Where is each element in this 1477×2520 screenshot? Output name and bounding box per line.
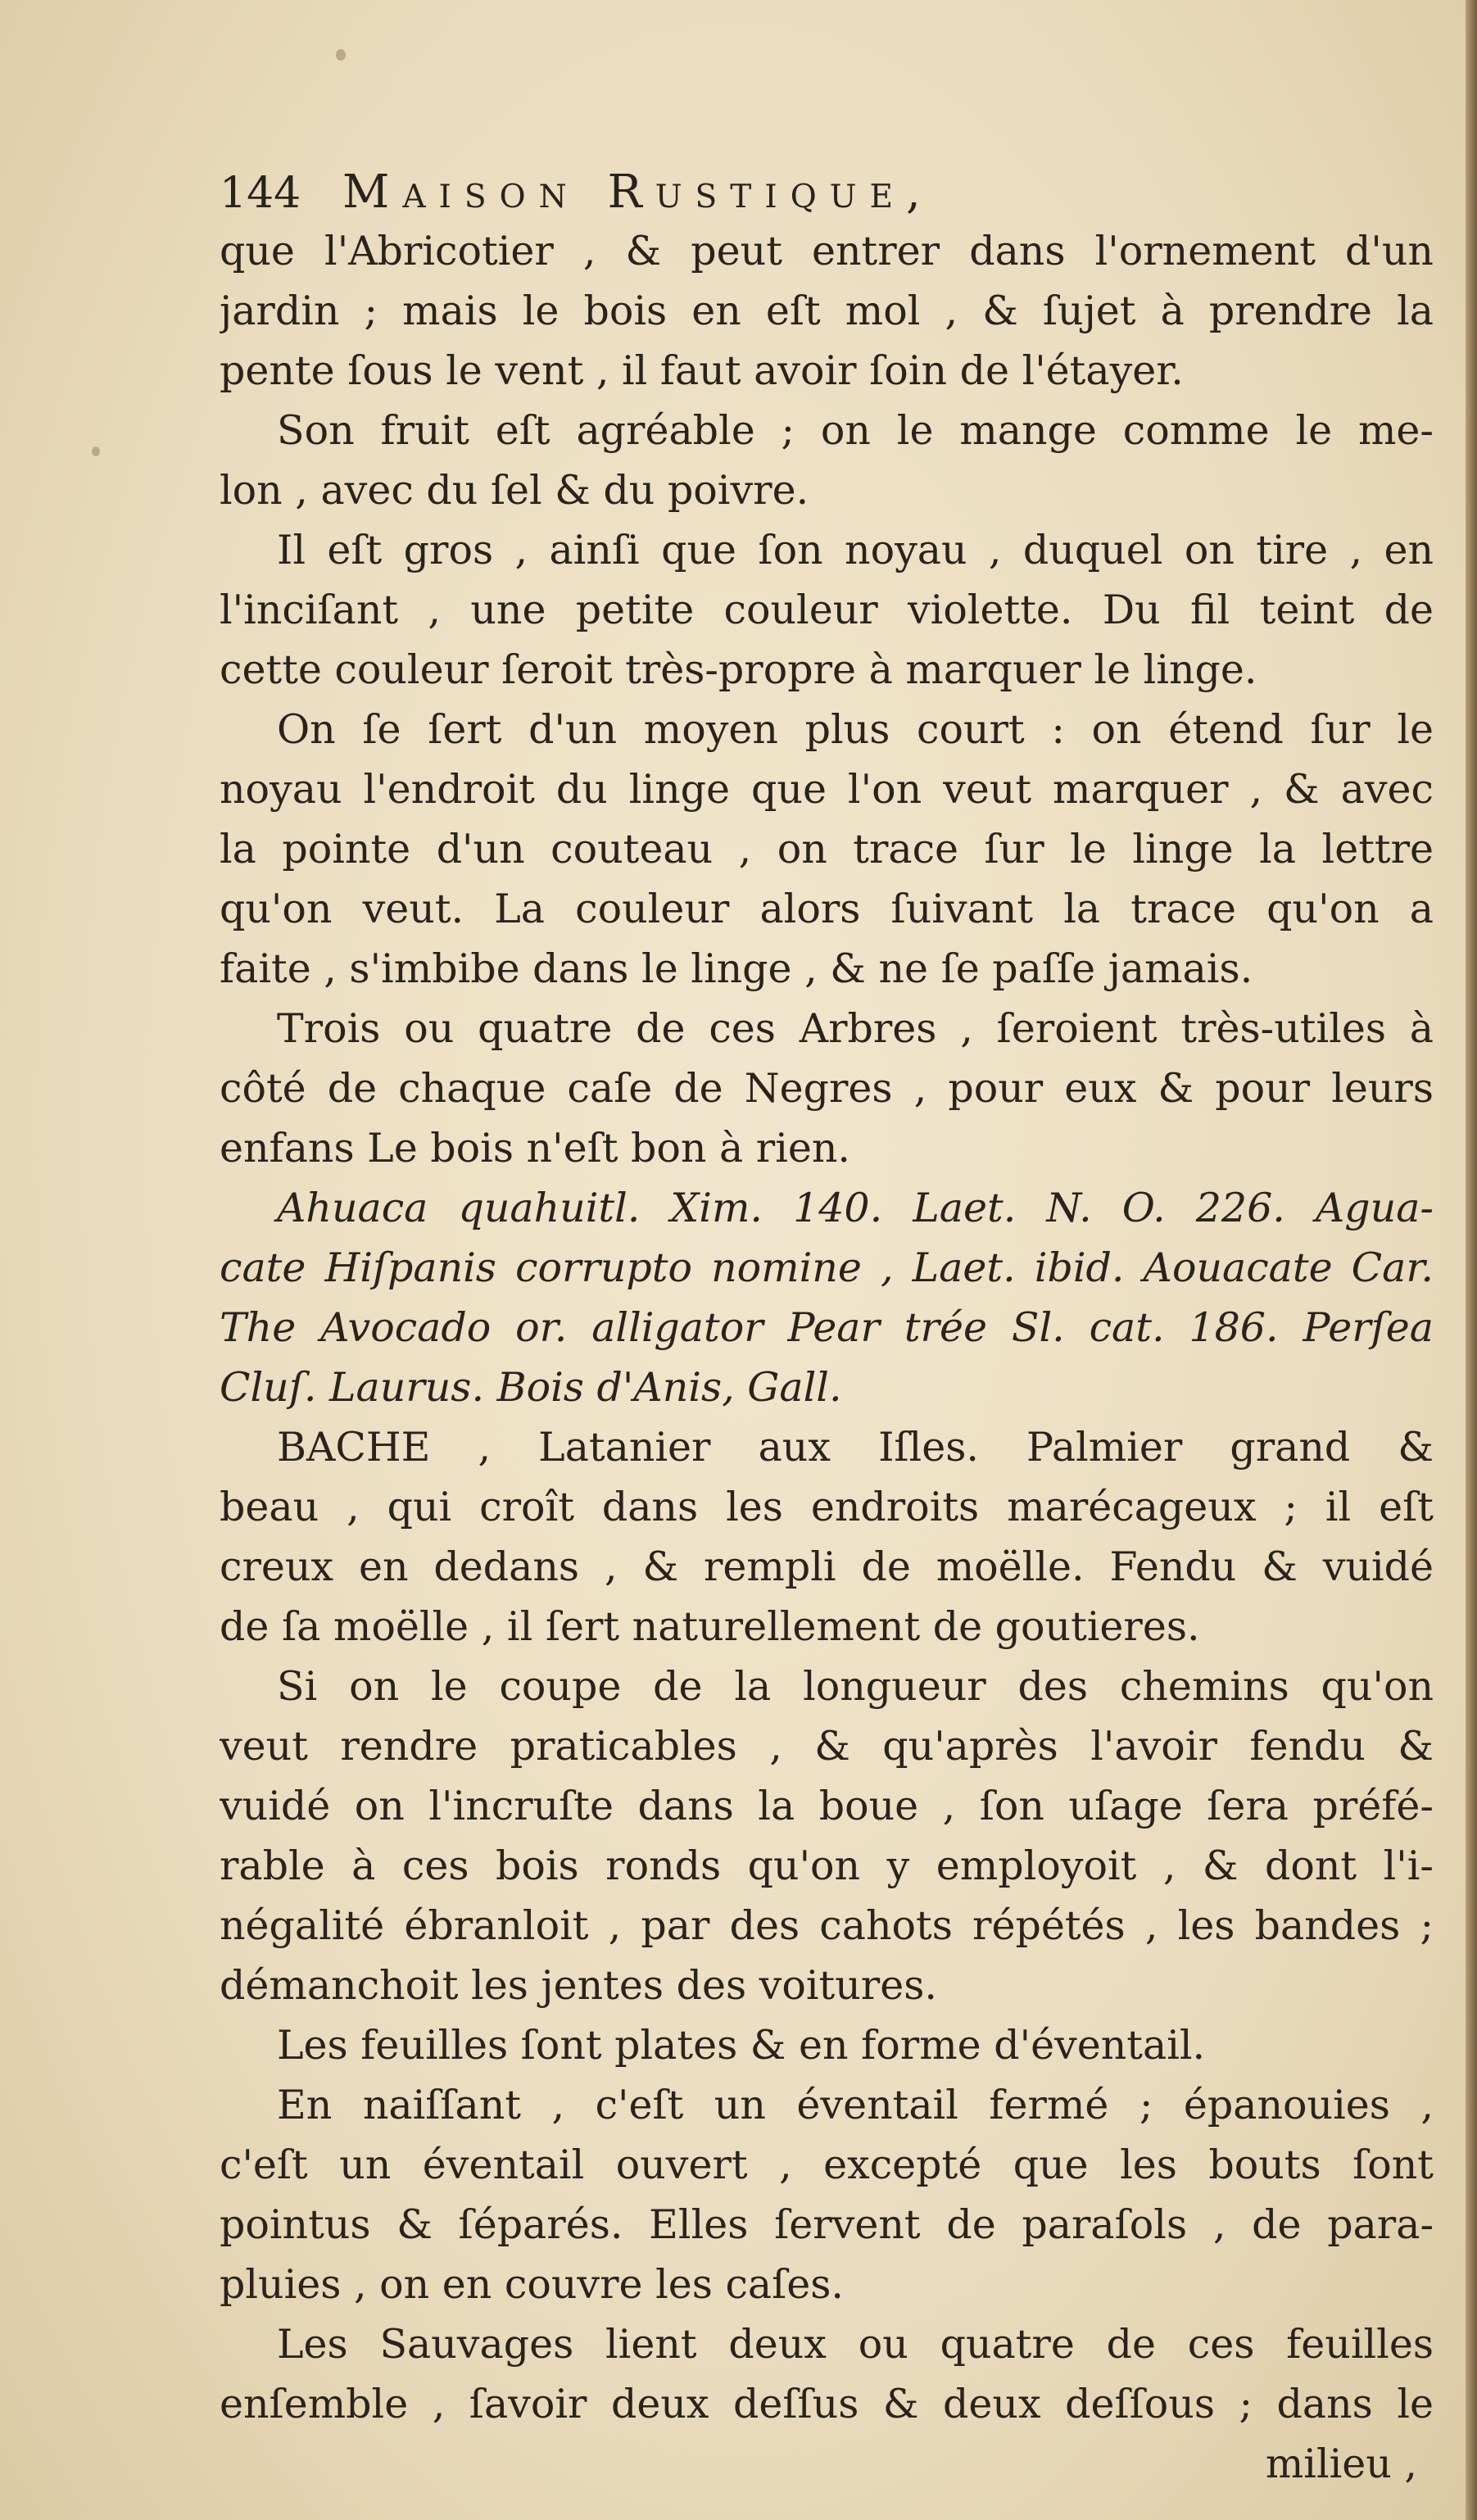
text-line: vuidé on l'incruſte dans la boue , ſon uſage ſera préfé-	[220, 1783, 1434, 1829]
text-line: The Avocado or. alligator Pear trée Sl. cat. 186. Perſea	[220, 1304, 1434, 1351]
page-header	[220, 162, 1434, 220]
text-line: beau , qui croît dans les endroits marécageux ; il eſt	[220, 1484, 1434, 1530]
text-line: l'inciſant , une petite couleur violette. Du fil teint de	[220, 587, 1434, 633]
text-line: que l'Abricotier , & peut entrer dans l'ornement d'un	[220, 228, 1434, 274]
text-block	[220, 162, 1434, 2494]
text-line: lon , avec du ſel & du poivre.	[220, 467, 809, 514]
text-line: pointus & ſéparés. Elles ſervent de paraſols , de para-	[220, 2201, 1434, 2248]
text-line: pente ſous le vent , il faut avoir ſoin de l'étayer.	[220, 347, 1184, 394]
text-line: qu'on veut. La couleur alors ſuivant la trace qu'on a	[220, 886, 1434, 932]
text-line: Si on le coupe de la longueur des chemins qu'on	[277, 1663, 1434, 1710]
ink-spot	[336, 49, 346, 61]
text-line: BACHE , Latanier aux Iſles. Palmier grand &	[277, 1424, 1434, 1471]
text-line: enfans Le bois n'eſt bon à rien.	[220, 1125, 851, 1172]
text-line: c'eſt un éventail ouvert , excepté que les bouts ſont	[220, 2142, 1434, 2188]
text-line: négalité ébranloit , par des cahots répétés , les bandes ;	[220, 1902, 1434, 1949]
text-line: côté de chaque caſe de Negres , pour eux & pour leurs	[220, 1065, 1434, 1112]
text-line: rable à ces bois ronds qu'on y employoit , & dont l'i-	[220, 1842, 1434, 1889]
page-edge	[1466, 0, 1477, 2520]
text-line: faite , s'imbibe dans le linge , & ne ſe paſſe jamais.	[220, 945, 1253, 992]
body-text	[220, 221, 1434, 2434]
text-line: enſemble , ſavoir deux deſſus & deux deſſous ; dans le	[220, 2381, 1434, 2427]
ink-spot	[92, 446, 100, 456]
text-line: cette couleur ſeroit très-propre à marquer le linge.	[220, 646, 1257, 693]
text-line: la pointe d'un couteau , on trace ſur le linge la lettre	[220, 826, 1434, 872]
running-title: Maison Rustique,	[342, 165, 934, 219]
text-line: Trois ou quatre de ces Arbres , ſeroient très-utiles à	[277, 1005, 1434, 1052]
text-line: Cluſ. Laurus. Bois d'Anis, Gall.	[220, 1364, 842, 1411]
text-line: jardin ; mais le bois en eſt mol , & ſujet à prendre la	[220, 288, 1434, 334]
text-line: pluies , on en couvre les caſes.	[220, 2261, 844, 2308]
catchword: milieu ,	[1265, 2441, 1417, 2487]
text-line: Il eſt gros , ainſi que ſon noyau , duquel on tire , en	[277, 527, 1434, 573]
text-line: noyau l'endroit du linge que l'on veut marquer , & avec	[220, 766, 1434, 813]
text-line: veut rendre praticables , & qu'après l'avoir fendu &	[220, 1723, 1434, 1770]
text-line: Les Sauvages lient deux ou quatre de ces feuilles	[277, 2321, 1434, 2368]
text-line: creux en dedans , & rempli de moëlle. Fendu & vuidé	[220, 1543, 1434, 1590]
text-line: En naiſſant , c'eſt un éventail fermé ; épanouies ,	[277, 2082, 1434, 2128]
text-line: cate Hiſpanis corrupto nomine , Laet. ibid. Aouacate Car.	[220, 1244, 1434, 1291]
text-line: Les feuilles ſont plates & en forme d'éventail.	[277, 2022, 1206, 2069]
text-line: Son fruit eſt agréable ; on le mange comme le me-	[277, 407, 1434, 454]
text-line: de ſa moëlle , il ſert naturellement de goutieres.	[220, 1603, 1200, 1650]
text-line: démanchoit les jentes des voitures.	[220, 1962, 937, 2009]
text-line: Ahuaca quahuitl. Xim. 140. Laet. N. O. 226. Agua-	[277, 1185, 1434, 1231]
page-number: 144	[220, 169, 301, 218]
text-line: On ſe ſert d'un moyen plus court : on étend ſur le	[277, 706, 1434, 753]
